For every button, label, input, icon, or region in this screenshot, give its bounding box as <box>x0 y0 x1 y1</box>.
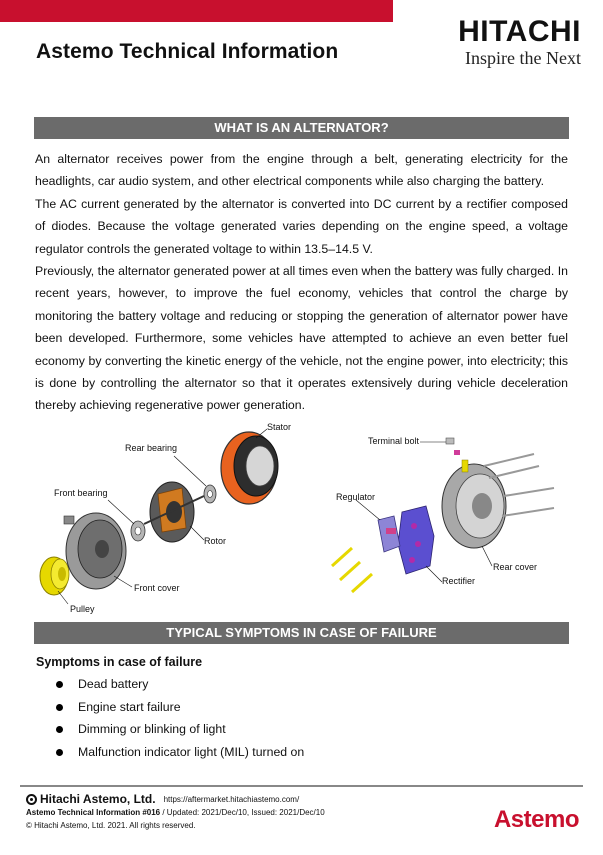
document-dates: / Updated: 2021/Dec/10, Issued: 2021/Dec/10 <box>160 808 325 818</box>
symptom-text: Dimming or blinking of light <box>78 722 226 736</box>
diagram-drawing <box>34 416 570 618</box>
bullet-icon <box>56 749 63 756</box>
label-rear-cover: Rear cover <box>493 562 538 572</box>
footer-divider <box>20 785 583 787</box>
paragraph: Previously, the alternator generated power at all times even when the battery was fully charged. In recent years, however, to improve the fuel economy, vehicles that control the charge by monitoring the battery voltage and reducing or stopping the generation of alternator power have been developed. Furthermore, some vehicles have attempted to achieve an even better fuel economy by converting the kinetic energy of the vehicle, not the engine power, into electricity; this is done by controlling the alternator so that it operates extensively during vehicle deceleration thereby achieving regenerative power generation. <box>35 264 568 413</box>
hitachi-logo <box>381 16 581 68</box>
section-heading-symptoms: TYPICAL SYMPTOMS IN CASE OF FAILURE <box>34 622 569 644</box>
list-item <box>56 718 304 741</box>
copyright: © Hitachi Astemo, Ltd. 2021. All rights reserved. <box>26 821 196 831</box>
label-regulator: Regulator <box>336 492 376 502</box>
rectifier-illustration <box>398 506 434 574</box>
section-heading-what-is: WHAT IS AN ALTERNATOR? <box>34 117 569 139</box>
list-item <box>56 673 304 696</box>
rear-bearing-illustration <box>204 485 216 503</box>
astemo-logo: Astemo <box>493 806 579 833</box>
pulley-illustration <box>40 557 69 595</box>
list-item <box>56 741 304 764</box>
screws-illustration <box>332 548 372 592</box>
list-item <box>56 696 304 719</box>
paragraph: An alternator receives power from the engine through a belt, generating electricity for the headlights, car audio system, and other electrical components while also charging the battery. <box>35 152 568 189</box>
symptoms-list <box>56 673 304 763</box>
bullet-icon <box>56 704 63 711</box>
label-rectifier: Rectifier <box>442 576 476 586</box>
label-rear-bearing: Rear bearing <box>125 443 178 453</box>
document-title: Astemo Technical Information <box>36 40 339 63</box>
alternator-exploded-diagram <box>34 416 570 618</box>
document-number: Astemo Technical Information #016 <box>26 808 161 818</box>
rotor-illustration <box>144 482 204 542</box>
front-bearing-illustration <box>131 521 145 541</box>
symptom-text: Dead battery <box>78 677 149 691</box>
bullet-icon <box>56 681 63 688</box>
brand-tagline: Inspire the Next <box>465 48 581 68</box>
label-stator: Stator <box>267 422 292 432</box>
document-info <box>26 806 325 819</box>
label-terminal-bolt: Terminal bolt <box>368 436 420 446</box>
regulator-illustration <box>378 516 400 552</box>
footer-info <box>26 793 325 832</box>
label-pulley: Pulley <box>70 604 95 614</box>
bullet-icon <box>56 726 63 733</box>
label-front-bearing: Front bearing <box>54 488 108 498</box>
intro-text <box>35 148 568 417</box>
symptoms-title: Symptoms in case of failure <box>36 655 203 669</box>
label-rotor: Rotor <box>204 536 227 546</box>
top-red-bar <box>0 0 393 22</box>
paragraph: The AC current generated by the alternator is converted into DC current by a rectifier composed of diodes. Because the voltage generated varies depending on the engine speed, a voltage regulator controls the generated voltage to within 13.5–14.5 V. <box>35 196 568 256</box>
symptom-text: Engine start failure <box>78 699 181 714</box>
company-name: Hitachi Astemo, Ltd. <box>40 792 156 807</box>
website-link[interactable]: https://aftermarket.hitachiastemo.com/ <box>163 795 300 805</box>
stator-illustration <box>221 432 278 504</box>
symptom-text: Malfunction indicator light (MIL) turned on <box>78 744 305 759</box>
label-front-cover: Front cover <box>134 583 180 593</box>
brand-name: HITACHI <box>458 15 581 48</box>
company-logo-icon <box>26 794 37 805</box>
